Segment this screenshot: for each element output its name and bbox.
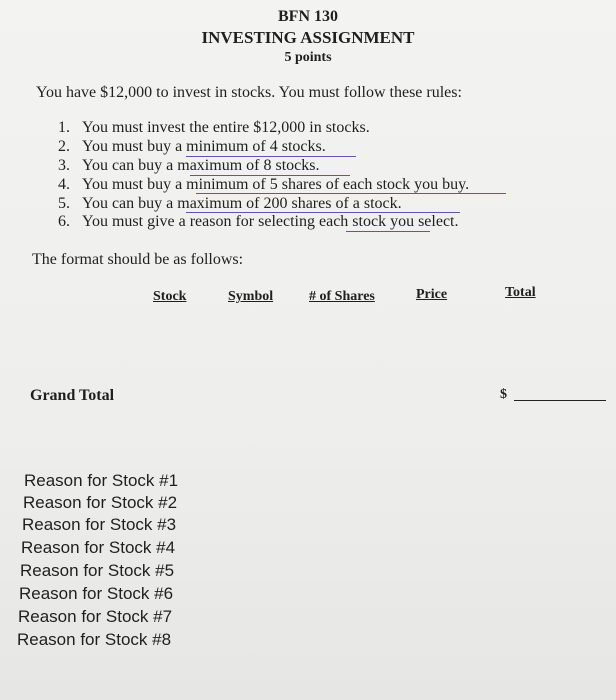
rule-text: You must buy a minimum of 4 stocks. (82, 138, 326, 155)
rule-item (58, 176, 469, 194)
reason-item: Reason for Stock #6 (19, 584, 174, 603)
pen-underline (196, 193, 506, 194)
reason-item: Reason for Stock #3 (22, 515, 177, 534)
reason-item: Reason for Stock #1 (24, 471, 179, 490)
rule-item (58, 157, 319, 175)
rule-number: 1. (58, 119, 70, 136)
course-code: BFN 130 (278, 8, 338, 25)
rule-text: You must buy a minimum of 5 shares of each stock you buy. (82, 176, 470, 193)
pen-underline (346, 231, 430, 232)
reason-item: Reason for Stock #2 (23, 493, 178, 512)
column-shares: # of Shares (309, 289, 375, 304)
pen-underline (186, 156, 356, 157)
rule-text: You can buy a maximum of 200 shares of a stock. (82, 195, 402, 212)
column-stock: Stock (153, 289, 187, 304)
rule-item (58, 195, 402, 213)
rule-text: You must invest the entire $12,000 in stocks. (82, 119, 370, 136)
rule-item (58, 138, 326, 156)
rule-number: 6. (58, 213, 70, 230)
column-price: Price (416, 287, 448, 302)
pen-underline (190, 175, 350, 176)
reason-item: Reason for Stock #4 (21, 538, 176, 557)
column-total: Total (505, 285, 536, 300)
rule-number: 4. (58, 176, 70, 193)
rule-number: 2. (58, 138, 70, 155)
rule-number: 3. (58, 157, 70, 174)
currency-symbol: $ (500, 387, 507, 402)
rule-number: 5. (58, 195, 70, 212)
pen-underline (186, 212, 460, 213)
reason-item: Reason for Stock #5 (20, 561, 175, 580)
rule-item (58, 119, 370, 137)
format-label: The format should be as follows: (32, 251, 244, 268)
rule-item (58, 213, 459, 231)
reason-item: Reason for Stock #8 (17, 630, 172, 649)
column-symbol: Symbol (228, 289, 274, 304)
grand-total-label: Grand Total (30, 387, 115, 404)
intro-text: You have $12,000 to invest in stocks. You must follow these rules: (36, 84, 462, 101)
reason-item: Reason for Stock #7 (18, 607, 173, 626)
rule-text: You must give a reason for selecting each stock you select. (82, 213, 459, 230)
grand-total-blank-line (514, 400, 606, 401)
rule-text: You can buy a maximum of 8 stocks. (82, 157, 320, 174)
points-label: 5 points (284, 50, 332, 65)
assignment-title: INVESTING ASSIGNMENT (201, 28, 415, 47)
